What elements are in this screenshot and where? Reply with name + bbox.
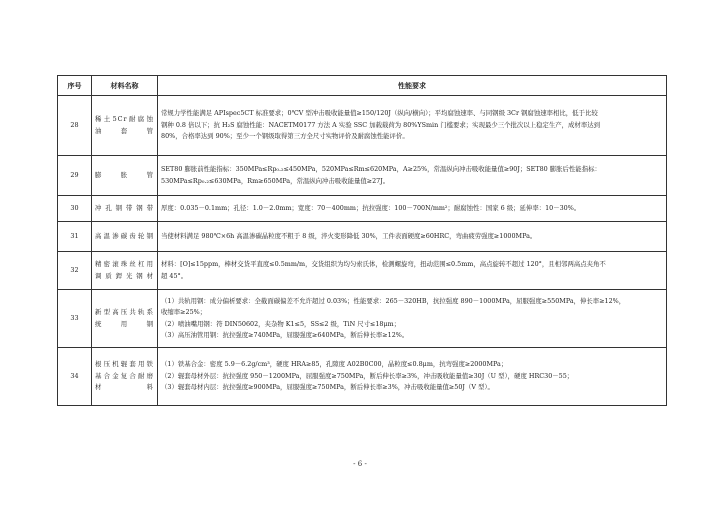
table-row <box>58 156 667 196</box>
requirement-line: （2）喷油嘴用钢：符 DIN50602，夹杂物 K1≤5，SS≤2 级，TiN 尺寸≤18μm； <box>161 319 401 328</box>
requirement-line: 常规力学性能满足 APIspec5CT 标准要求；0℃V 型冲击吸收能量值≥150/120J（纵向/横向）；平均腐蚀速率、与同钢级 3Cr 钢腐蚀速率相比，低于比较 <box>161 109 598 118</box>
performance-requirements <box>158 96 667 156</box>
row-number: 33 <box>58 290 92 348</box>
row-number: 30 <box>58 196 92 222</box>
table-row <box>58 348 667 406</box>
material-name: 膨胀管 <box>92 156 158 196</box>
requirement-line: 80%，合格率达到 90%；至少一个钢级取得第三方全尺寸实物评价及耐腐蚀性能评价。 <box>161 132 409 141</box>
header-no: 序号 <box>58 76 92 96</box>
material-name: 稀土5Cr耐腐蚀油套管 <box>92 96 158 156</box>
table-row <box>58 290 667 348</box>
material-name: 精密滚珠丝杠用调质銲光钢材 <box>92 252 158 290</box>
requirement-line: （1）共轨用钢：成分偏析要求：全截面碳偏差不允许超过 0.03%；性能要求：265－320HB，抗拉强度 890－1000MPa，屈服强度≥550MPa，伸长率≥12%， <box>161 296 626 305</box>
requirement-line: （1）铁基合金：密度 5.9－6.2g/cm³，硬度 HRA≥85，孔隙度 A02B0C00，晶粒度≤0.8μm，抗弯强度≥2000MPa； <box>161 360 508 369</box>
page-number: - 6 - <box>353 460 367 468</box>
requirement-line: 收缩率≥25%； <box>161 308 207 316</box>
material-name: 冲孔钢带钢带 <box>92 196 158 222</box>
material-name: 根压机辊套用铁基合金复合耐磨材料 <box>92 348 158 406</box>
requirement-line: 材料：[O]≤15ppm，棒材交货平直度≤0.5mm/m，交货组织为均匀索氏体，检测螺旋弯，扭动范围≤0.5mm，高点旋转不超过 120°，且相邻两高点夹角不 <box>161 260 606 268</box>
table-row <box>58 252 667 290</box>
performance-requirements <box>158 252 667 290</box>
table-row <box>58 222 667 252</box>
performance-requirements <box>158 156 667 196</box>
row-number: 32 <box>58 252 92 290</box>
header-perf: 性能要求 <box>158 76 667 96</box>
spec-table <box>57 75 667 406</box>
requirement-line: （2）辊套母材外层：抗拉强度 950－1200MPa，屈服强度≥750MPa，断后伸长率≥3%，冲击吸收能量值≥30J（U 型），硬度 HRC30－55； <box>161 371 574 380</box>
requirement-line: （3）高压油管用钢：抗拉强度≥740MPa，屈服强度≥640MPa，断后伸长率≥12%。 <box>161 331 409 339</box>
requirement-line: 当使材料满足 980℃×6h 高温渗碳晶粒度不粗于 8 级，淬火变形降低 30%，工件表面硬度≥60HRC，弯曲疲劳强度≥1000MPa。 <box>161 231 537 240</box>
table-row <box>58 196 667 222</box>
row-number: 29 <box>58 156 92 196</box>
requirement-line: （3）辊套母材内层：抗拉强度≥900MPa，屈服强度≥750MPa，断后伸长率≥3%，冲击吸收能量值≥50J（V 型）。 <box>161 383 494 392</box>
header-name: 材料名称 <box>92 76 158 96</box>
requirement-line: 钢种 0.8 倍以下；抗 H₂S 腐蚀性能：NACETM0177 方法 A 实验 SSC 加载载荷为 80%YSmin 门槛要求；实现最少三个批次以上稳定生产，成材率达到 <box>161 120 600 129</box>
row-number: 34 <box>58 348 92 406</box>
row-number: 28 <box>58 96 92 156</box>
requirement-line: SET80 膨胀前性能指标：350MPa≤Rp₀.₂≤450MPa，520MPa≤Rm≤620MPa，A≥25%，常温纵向冲击吸收能量值≥90J；SET80 膨胀后性能指标： <box>161 165 601 173</box>
requirement-line: 超 45°。 <box>161 271 188 280</box>
table-header-row <box>58 76 667 96</box>
performance-requirements <box>158 290 667 348</box>
table-row <box>58 96 667 156</box>
performance-requirements <box>158 348 667 406</box>
performance-requirements <box>158 196 667 222</box>
performance-requirements <box>158 222 667 252</box>
material-name: 高温渗碳齿轮钢 <box>92 222 158 252</box>
row-number: 31 <box>58 222 92 252</box>
requirement-line: 厚度：0.035－0.1mm；孔径：1.0－2.0mm；宽度：70－400mm；抗拉强度：100－700N/mm²；耐腐蚀性：国家 6 级；延伸率：10－30%。 <box>161 203 581 212</box>
material-name: 新型高压共轨系统用钢 <box>92 290 158 348</box>
requirement-line: 530MPa≤Rp₀.₂≤630MPa，Rm≥650MPa，常温纵向冲击吸收能量值≥27J。 <box>161 176 390 185</box>
